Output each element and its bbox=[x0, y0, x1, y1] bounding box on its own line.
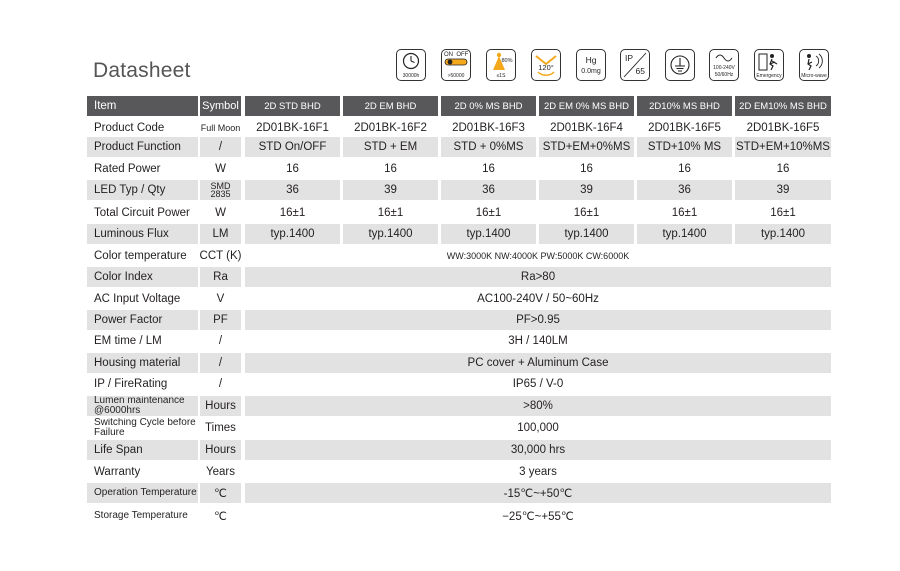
row-value: 2D01BK-16F5 bbox=[746, 122, 820, 134]
row-value: typ.1400 bbox=[343, 224, 438, 244]
table-row bbox=[87, 310, 831, 330]
row-label: Power Factor bbox=[87, 310, 198, 330]
row-symbol: Ra bbox=[200, 267, 241, 287]
row-value: >80% bbox=[245, 396, 831, 416]
row-value: 16±1 bbox=[573, 207, 600, 219]
table-row bbox=[87, 137, 831, 157]
row-value: 16±1 bbox=[377, 207, 404, 219]
row-value: 2D01BK-16F3 bbox=[452, 122, 525, 134]
row-value: typ.1400 bbox=[245, 224, 340, 244]
lifetime-caption: 30000h bbox=[402, 73, 420, 79]
row-value: STD+EM+10%MS bbox=[735, 137, 831, 157]
row-value: typ.1400 bbox=[637, 224, 732, 244]
table-row bbox=[87, 267, 831, 287]
row-label: Warranty bbox=[94, 466, 141, 478]
table-row bbox=[87, 396, 831, 416]
row-value: STD+EM+0%MS bbox=[539, 137, 634, 157]
row-label: Rated Power bbox=[94, 163, 161, 175]
start-time-caption: ≤1S bbox=[496, 73, 506, 79]
row-value: 39 bbox=[539, 180, 634, 200]
emergency-caption: Emergency bbox=[756, 73, 782, 79]
lifetime-icon bbox=[396, 49, 426, 81]
page-title: Datasheet bbox=[93, 59, 191, 82]
table-row bbox=[87, 180, 831, 200]
row-value: 16±1 bbox=[279, 207, 306, 219]
row-label: Luminous Flux bbox=[87, 224, 198, 244]
row-value: −25℃~+55℃ bbox=[502, 511, 574, 523]
row-label: Switching Cycle before Failure bbox=[94, 418, 196, 438]
row-label: Product Function bbox=[87, 137, 198, 157]
row-value: PF>0.95 bbox=[245, 310, 831, 330]
model-header: 2D EM BHD bbox=[343, 96, 438, 116]
row-value: 2D01BK-16F1 bbox=[256, 122, 329, 134]
row-symbol: ℃ bbox=[200, 483, 241, 503]
row-value: 16 bbox=[384, 163, 397, 175]
row-symbol: / bbox=[218, 378, 223, 390]
row-value: -15℃~+50℃ bbox=[245, 483, 831, 503]
row-label: Color temperature bbox=[94, 250, 187, 262]
microwave-sensor-icon bbox=[799, 49, 829, 81]
table-row bbox=[87, 331, 831, 351]
row-value: 100,000 bbox=[517, 422, 559, 434]
table-row bbox=[87, 118, 831, 138]
start-time-icon bbox=[486, 49, 516, 81]
table-row bbox=[87, 224, 831, 244]
row-value: 2D01BK-16F4 bbox=[550, 122, 623, 134]
table-header-row bbox=[87, 96, 831, 116]
row-symbol: / bbox=[200, 353, 241, 373]
row-value: AC100-240V / 50~60Hz bbox=[477, 293, 599, 305]
certification-icon-strip bbox=[394, 49, 834, 85]
row-value: 36 bbox=[245, 180, 340, 200]
row-label: Product Code bbox=[94, 122, 165, 134]
row-value: 16 bbox=[286, 163, 299, 175]
voltage-line2: 50/60Hz bbox=[714, 72, 734, 78]
row-symbol: Hours bbox=[200, 396, 241, 416]
row-label: Lumen maintenance @6000hrs bbox=[87, 396, 198, 416]
row-symbol: Times bbox=[205, 422, 236, 434]
row-value: 16 bbox=[482, 163, 495, 175]
row-label: Storage Temperature bbox=[94, 510, 188, 521]
table-row bbox=[87, 159, 831, 179]
row-value: 16 bbox=[580, 163, 593, 175]
beam-angle-label: 120° bbox=[538, 63, 554, 72]
on-off-switch-icon bbox=[441, 49, 471, 81]
row-label: Total Circuit Power bbox=[94, 207, 190, 219]
item-header: Item bbox=[87, 96, 198, 116]
row-value: typ.1400 bbox=[539, 224, 634, 244]
on-off-label: ON OFF bbox=[444, 52, 469, 58]
row-value: 3 years bbox=[519, 466, 557, 478]
row-value: WW:3000K NW:4000K PW:5000K CW:6000K bbox=[446, 251, 630, 261]
row-value: 16±1 bbox=[475, 207, 502, 219]
row-value: 3H / 140LM bbox=[508, 335, 568, 347]
row-symbol: W bbox=[215, 207, 226, 219]
row-value: IP65 / V-0 bbox=[512, 378, 564, 390]
table-row bbox=[87, 374, 831, 394]
model-header: 2D STD BHD bbox=[245, 96, 340, 116]
microwave-caption: Micro-wave bbox=[801, 73, 827, 79]
table-row bbox=[87, 506, 831, 526]
symbol-header: Symbol bbox=[200, 96, 241, 116]
row-value: 16±1 bbox=[770, 207, 796, 219]
model-header: 2D EM 0% MS BHD bbox=[539, 96, 634, 116]
voltage-icon bbox=[709, 49, 739, 81]
row-value: 36 bbox=[441, 180, 536, 200]
row-value: STD + EM bbox=[343, 137, 438, 157]
emergency-icon bbox=[754, 49, 784, 81]
row-symbol: SMD 2835 bbox=[200, 180, 241, 200]
row-value: typ.1400 bbox=[735, 224, 831, 244]
row-symbol: CCT (K) bbox=[200, 250, 241, 262]
row-value: 30,000 hrs bbox=[245, 440, 831, 460]
row-value: 2D01BK-16F2 bbox=[354, 122, 427, 134]
row-symbol: / bbox=[200, 137, 241, 157]
row-symbol: W bbox=[215, 163, 226, 175]
row-value: 16 bbox=[678, 163, 691, 175]
row-label: LED Typ / Qty bbox=[87, 180, 198, 200]
row-value: Ra>80 bbox=[245, 267, 831, 287]
table-row bbox=[87, 289, 831, 309]
row-value: 16 bbox=[776, 163, 790, 175]
row-label: EM time / LM bbox=[94, 335, 162, 347]
ip-rating-icon bbox=[620, 49, 650, 81]
row-value: STD + 0%MS bbox=[441, 137, 536, 157]
row-value: STD+10% MS bbox=[637, 137, 732, 157]
row-symbol: Hours bbox=[200, 440, 241, 460]
row-label: Life Span bbox=[87, 440, 198, 460]
voltage-line1: 100-240V bbox=[713, 65, 735, 71]
model-header: 2D 0% MS BHD bbox=[441, 96, 536, 116]
start-percent: 80% bbox=[501, 58, 513, 64]
model-header: 2D EM10% MS BHD bbox=[735, 96, 831, 116]
mercury-icon bbox=[576, 49, 606, 81]
row-value: 16±1 bbox=[671, 207, 698, 219]
ip-line2: 65 bbox=[635, 66, 645, 76]
row-label: Housing material bbox=[87, 353, 198, 373]
row-value: 39 bbox=[343, 180, 438, 200]
mercury-line1: Hg bbox=[585, 55, 597, 65]
row-label: AC Input Voltage bbox=[94, 293, 181, 305]
beam-angle-icon bbox=[531, 49, 561, 81]
table-row bbox=[87, 203, 831, 223]
row-symbol: Full Moon bbox=[200, 123, 241, 133]
row-symbol: / bbox=[218, 335, 223, 347]
mercury-line2: 0.0mg bbox=[581, 68, 601, 75]
model-header: 2D10% MS BHD bbox=[637, 96, 732, 116]
row-value: 36 bbox=[637, 180, 732, 200]
row-symbol: ℃ bbox=[214, 511, 227, 523]
row-symbol: LM bbox=[200, 224, 241, 244]
row-value: PC cover + Aluminum Case bbox=[245, 353, 831, 373]
row-value: typ.1400 bbox=[441, 224, 536, 244]
row-label: Operation Temperature bbox=[87, 483, 198, 503]
row-label: IP / FireRating bbox=[94, 378, 168, 390]
table-row bbox=[87, 440, 831, 460]
row-symbol: Years bbox=[206, 466, 235, 478]
row-value: 39 bbox=[735, 180, 831, 200]
table-row bbox=[87, 418, 831, 438]
row-symbol: PF bbox=[200, 310, 241, 330]
table-row bbox=[87, 462, 831, 482]
table-row bbox=[87, 246, 831, 266]
row-value: 2D01BK-16F5 bbox=[648, 122, 721, 134]
table-row bbox=[87, 483, 831, 503]
row-value: STD On/OFF bbox=[245, 137, 340, 157]
earth-ground-icon bbox=[665, 49, 695, 81]
ip-line1: IP bbox=[625, 53, 634, 63]
row-label: Color Index bbox=[87, 267, 198, 287]
table-row bbox=[87, 353, 831, 373]
switch-cycles-caption: >50000 bbox=[447, 73, 465, 79]
row-symbol: V bbox=[216, 293, 225, 305]
